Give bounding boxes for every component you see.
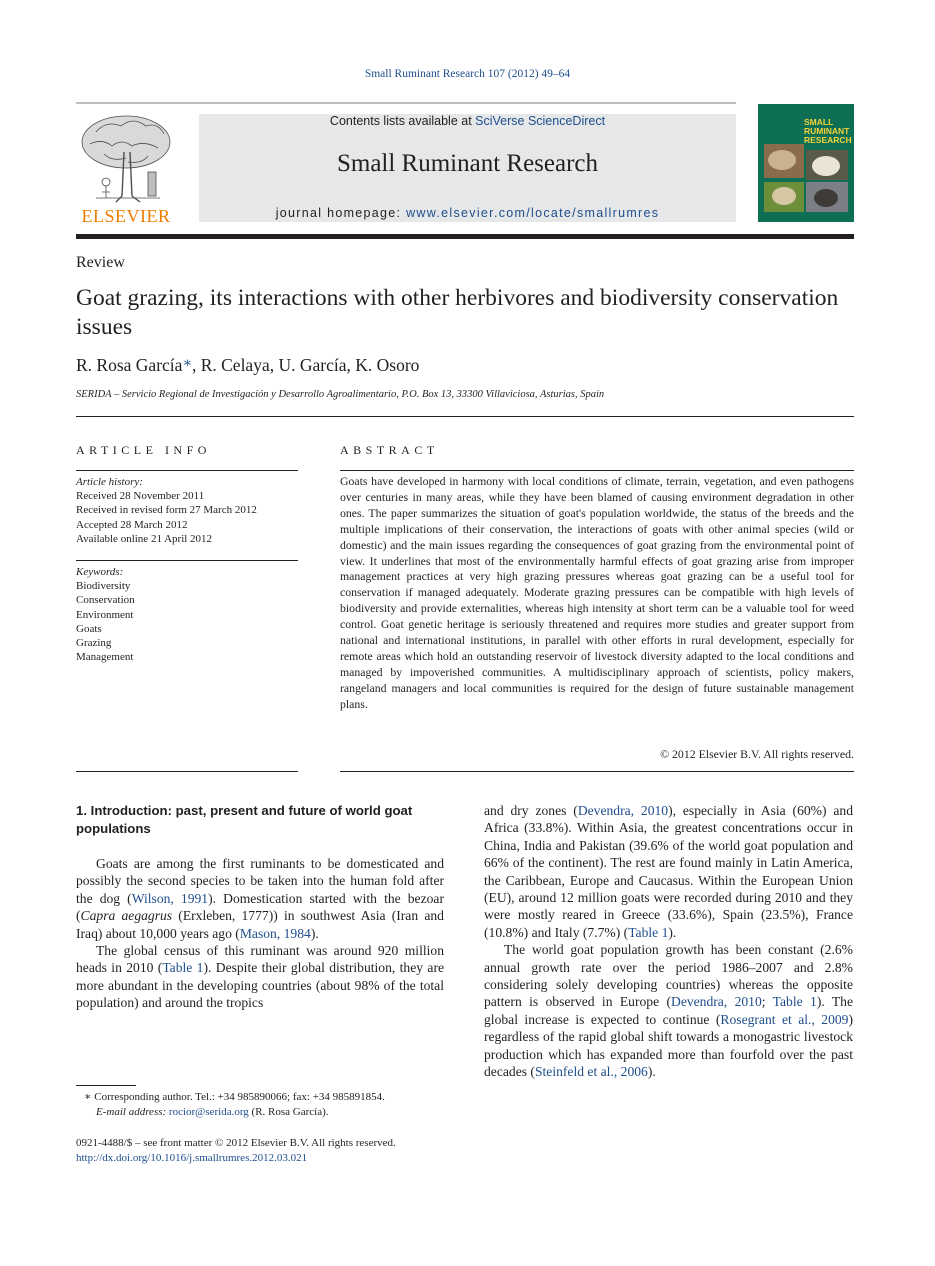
paragraph: [76, 942, 444, 1012]
keyword-item: Management: [76, 651, 134, 664]
text-run: ). The global increase is expected to continue (: [484, 994, 853, 1027]
article-info-heading: ARTICLE INFO: [76, 443, 211, 457]
history-revised: Received in revised form 27 March 2012: [76, 504, 257, 517]
section-heading: 1. Introduction: past, present and future of world goat populations: [76, 803, 413, 836]
keyword-item: Conservation: [76, 594, 135, 607]
footnote-rule: [76, 1085, 136, 1086]
homepage-prefix: journal homepage:: [275, 206, 407, 220]
email-note: [76, 1105, 456, 1120]
reference-link[interactable]: Steinfeld et al., 2006: [534, 1064, 648, 1080]
homepage-line: [199, 206, 736, 220]
text-run: and dry zones (: [484, 803, 578, 818]
text-run: ).: [668, 924, 677, 940]
table-link[interactable]: Table 1: [162, 960, 204, 976]
article-title: Goat grazing, its interactions with other herbivores and biodiversity conservation issues: [76, 285, 839, 340]
keyword-item: Goats: [76, 622, 102, 635]
reference-link[interactable]: Devendra, 2010: [671, 994, 762, 1010]
species-name: Capra aegagrus: [80, 908, 173, 924]
abstract-rule: [340, 470, 854, 471]
text-run: ).: [647, 1064, 656, 1080]
contents-prefix: Contents lists available at: [329, 114, 476, 128]
top-rule: [76, 102, 736, 104]
article-info-bottom-rule: [76, 771, 298, 772]
author-list: [76, 355, 419, 376]
footnote: [76, 1090, 456, 1120]
journal-cover-image[interactable]: [758, 104, 854, 222]
footnote-text: Corresponding author. Tel.: +34 985890066; fax: +34 985891854.: [91, 1091, 385, 1103]
reference-link[interactable]: Rosegrant et al., 2009: [720, 1011, 849, 1027]
section-label: Review: [76, 254, 125, 271]
body-left-column: [76, 855, 444, 1012]
reference-link[interactable]: Wilson, 1991: [131, 890, 209, 906]
email-suffix: (R. Rosa García).: [248, 1106, 329, 1118]
issn-line: 0921-4488/$ – see front matter © 2012 Elsevier B.V. All rights reserved.: [76, 1137, 396, 1149]
keywords-label: Keywords:: [76, 566, 124, 578]
text-run: ;: [761, 994, 773, 1010]
abstract-heading: ABSTRACT: [340, 443, 439, 457]
abstract-bottom-rule: [340, 771, 854, 772]
reference-link[interactable]: Devendra, 2010: [577, 803, 669, 818]
history-online: Available online 21 April 2012: [76, 532, 213, 545]
elsevier-wordmark: ELSEVIER: [81, 206, 171, 226]
email-link[interactable]: rocior@serida.org: [168, 1106, 249, 1118]
article-info-rule: [76, 470, 298, 471]
footnote-mark: ∗: [84, 1091, 92, 1103]
history-label: Article history:: [76, 476, 143, 488]
abstract-text: Goats have developed in harmony with local conditions of climate, terrain, vegetation, and even pathogens over centuries in many areas, while they have been blamed of causing environment degradation in other ones. The paper summarizes the situation of goat's population worldwide, the status of the breeds and the multiple implications of their conservation, the interactions of goats with other animal species (wild or domestic) and the main issues regarding the consequences of goat grazing from the environmental point of view. It underlines that most of the environmentally harmful effects of goat grazing arise from improper management practices at very high grazing pressures whereas goat grazing can be a useful tool for conservation if managed adequately. Moderate grazing pressures can be compatible with high levels of biodiversity and provide externalities, whereas high intensity at short term can be a valuable tool for weed control. Goat genetic heritage is seriously threatened and requires more studies and greater support from national and international institutions, in parallel with other efforts in rural development, especially for remote areas which hold an outstanding reservoir of livestock diversity adapted to the local conditions and managed by impoverished communities. A multidisciplinary approach of scientists, policy makers, rangeland managers and local communities is required for the design of future sustainable management plans.: [340, 474, 854, 711]
author-first: R. Rosa García: [76, 355, 183, 375]
text-run: The global census of this ruminant was around 920 million heads in 2010 (: [76, 943, 444, 976]
cover-title: SMALL RUMINANT RESEARCH: [804, 117, 852, 145]
text-run: ).: [310, 925, 319, 941]
keywords: [76, 565, 298, 664]
text-run: ), especially in Asia (60%) and Africa (33.8%). Within Asia, the greatest concentrations occur in China, India and Pakistan (39.6% of the world goat population and 66% of the continent). The rest are found mainly in Latin America, the Caribbean, Europe and Caucasus. Within the European Union (EU), around 12 million goats were recorded during 2010 and they were mostly reared in Greece (33.6%), Spain (23.5%), France (10.8%) and Italy (7.7%) (: [484, 803, 853, 940]
header-thick-rule: [76, 234, 854, 239]
keyword-item: Grazing: [76, 637, 112, 650]
reference-link[interactable]: Mason, 1984: [239, 925, 311, 941]
sciencedirect-link[interactable]: SciVerse ScienceDirect: [475, 114, 606, 128]
abstract-copyright: © 2012 Elsevier B.V. All rights reserved.: [660, 747, 854, 761]
corresponding-author-note: [76, 1090, 456, 1105]
homepage-link[interactable]: www.elsevier.com/locate/smallrumres: [406, 206, 660, 220]
keywords-rule: [76, 560, 298, 561]
affiliation: SERIDA – Servicio Regional de Investigación y Desarrollo Agroalimentario, P.O. Box 13, 33300 Villaviciosa, Asturias, Spain: [76, 389, 605, 400]
article-history: [76, 475, 298, 546]
contents-line: [199, 114, 736, 128]
history-received: Received 28 November 2011: [76, 490, 205, 503]
body-right-column: [484, 802, 853, 1081]
author-rest: , R. Celaya, U. García, K. Osoro: [191, 355, 420, 375]
text-run: ). Despite their global distribution, they are more abundant in the developing countries (about 98% of the total population) and around the tropics: [76, 960, 445, 1011]
paragraph: [484, 941, 853, 1080]
text-run: ). Domestication started with the bezoar (: [76, 890, 444, 924]
keyword-item: Environment: [76, 608, 134, 621]
email-label: E-mail address:: [96, 1106, 167, 1118]
corresponding-author-mark[interactable]: ∗: [182, 356, 192, 371]
doi-link[interactable]: http://dx.doi.org/10.1016/j.smallrumres.2012.03.021: [76, 1152, 308, 1164]
paragraph-continued: [484, 802, 853, 941]
paragraph: [76, 855, 444, 942]
affiliation-rule: [76, 416, 854, 417]
text-run: Goats are among the first ruminants to be domesticated and possibly the second species to be taken into the human fold after the dog (: [76, 856, 444, 906]
text-run: The world goat population growth has been constant (2.6% annual growth rate over the period 1986–2007 and 2.8% considering solely developing countries) whereas the opposite pattern is observed in Europe (: [484, 942, 853, 1010]
table-link[interactable]: Table 1: [772, 994, 817, 1010]
text-run: ) regardless of the rapid global shift towards a monogastric livestock production which has expanded more than fourfold over the past decades (: [484, 1011, 853, 1080]
tree-icon: [76, 112, 176, 204]
text-run: (Erxleben, 1777)) in southwest Asia (Iran and Iraq) about 10,000 years ago (: [76, 908, 444, 941]
keyword-item: Biodiversity: [76, 580, 131, 593]
table-link[interactable]: Table 1: [628, 924, 669, 940]
journal-citation[interactable]: Small Ruminant Research 107 (2012) 49–64: [364, 68, 571, 80]
journal-title: Small Ruminant Research: [336, 150, 599, 177]
front-matter: [76, 1136, 516, 1166]
history-accepted: Accepted 28 March 2012: [76, 518, 188, 531]
